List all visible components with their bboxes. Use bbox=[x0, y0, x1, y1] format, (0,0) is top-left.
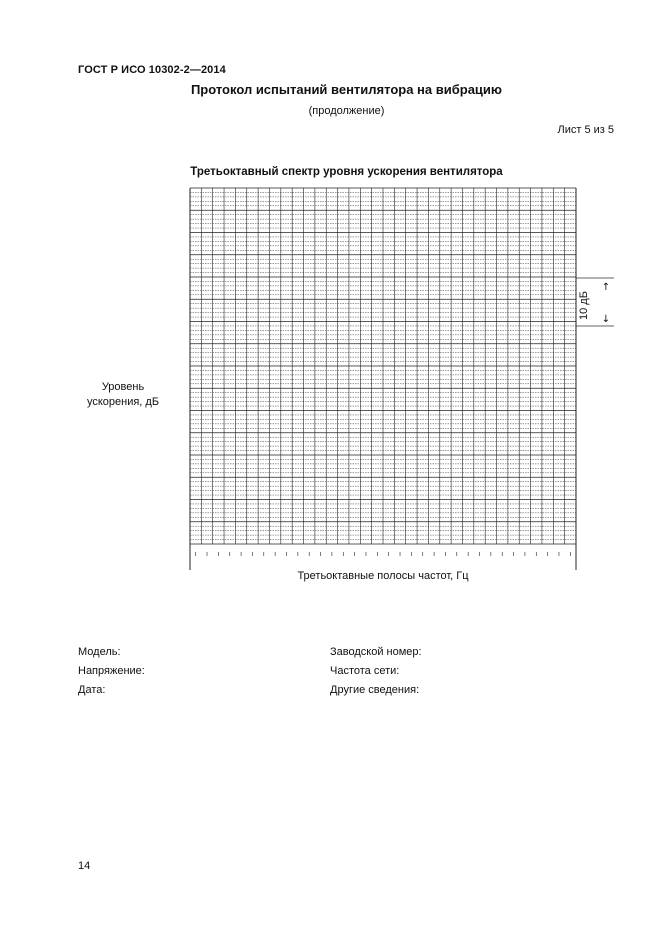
field-date: Дата: bbox=[78, 684, 106, 696]
page-number: 14 bbox=[78, 860, 91, 872]
arrow-down-icon: ↓ bbox=[601, 314, 611, 325]
field-serial-number: Заводской номер: bbox=[330, 646, 422, 658]
field-voltage: Напряжение: bbox=[78, 665, 145, 677]
x-axis-label: Третьоктавные полосы частот, Гц bbox=[297, 570, 469, 582]
spectrum-grid bbox=[186, 184, 578, 574]
continuation-note: (продолжение) bbox=[308, 105, 385, 117]
arrow-up-icon: ↑ bbox=[601, 282, 611, 293]
y-axis-label-line2: ускорения, дБ bbox=[86, 396, 160, 408]
field-mains-frequency: Частота сети: bbox=[330, 665, 400, 677]
y-axis-label bbox=[78, 380, 168, 410]
sheet-number: Лист 5 из 5 bbox=[557, 124, 614, 136]
y-axis-label-line1: Уровень bbox=[101, 381, 145, 393]
field-other-info: Другие сведения: bbox=[330, 684, 420, 696]
protocol-title: Протокол испытаний вентилятора на вибрацию bbox=[190, 82, 503, 97]
field-model: Модель: bbox=[78, 646, 121, 658]
chart-title: Третьоктавный спектр уровня ускорения вентилятора bbox=[190, 166, 503, 178]
document-code: ГОСТ Р ИСО 10302-2—2014 bbox=[78, 64, 226, 76]
scale-label: 10 дБ bbox=[578, 291, 590, 321]
